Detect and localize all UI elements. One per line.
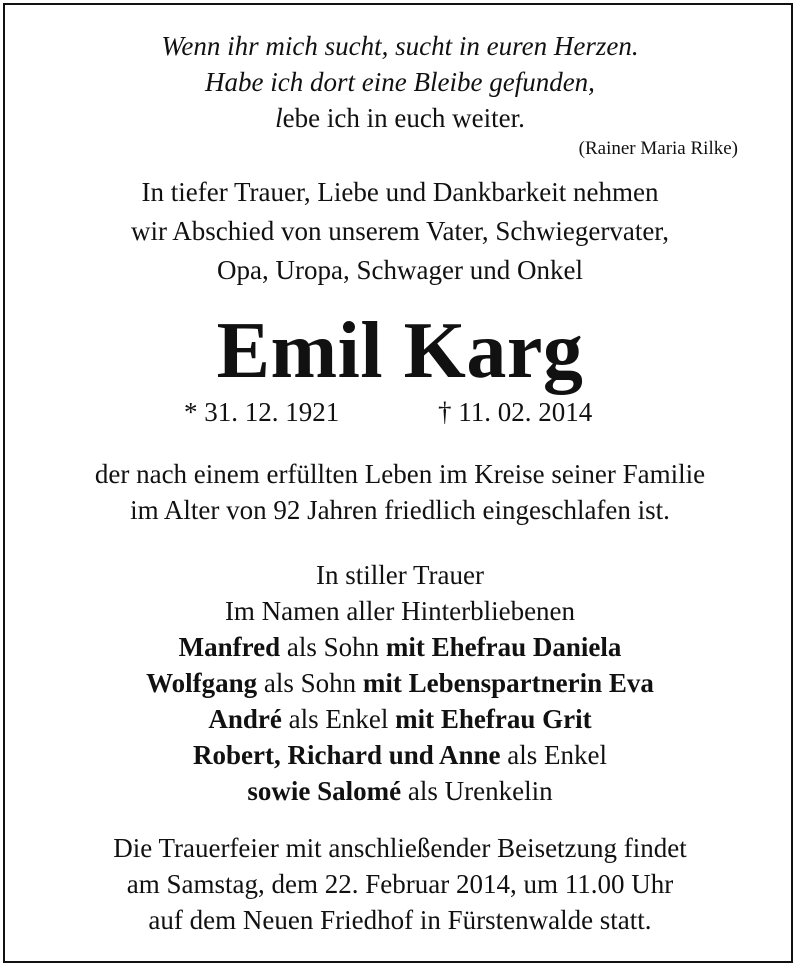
poem-line-2: Habe ich dort eine Bleibe gefunden, <box>205 67 595 97</box>
service-line-1: Die Trauerfeier mit anschließender Beisetzung findet <box>113 833 687 863</box>
funeral-service-info <box>0 830 800 938</box>
poem-line-3-rest: ebe ich in euch weiter. <box>282 103 525 133</box>
mourner-row <box>0 665 800 701</box>
mourner-row <box>0 773 800 809</box>
service-line-3: auf dem Neuen Friedhof in Fürstenwalde statt. <box>148 905 652 935</box>
mourner-row <box>0 701 800 737</box>
intro-line-3: Opa, Uropa, Schwager und Onkel <box>217 255 583 285</box>
poem-line-3 <box>0 100 800 136</box>
mourner-name: Robert, Richard und Anne <box>192 740 501 770</box>
passing-line-1: der nach einem erfüllten Leben im Kreise seiner Familie <box>94 459 706 489</box>
poem-line-3-initial: l <box>275 103 283 133</box>
mourner-relation: als Sohn <box>257 668 363 698</box>
mourner-row <box>0 737 800 773</box>
mourner-partner: mit Ehefrau Daniela <box>385 632 622 662</box>
poem-author: (Rainer Maria Rilke) <box>578 138 738 159</box>
mourner-row <box>0 629 800 665</box>
mourner-relation: als Urenkelin <box>401 776 553 806</box>
birth-date: * 31. 12. 1921 <box>184 397 340 427</box>
intro-line-1: In tiefer Trauer, Liebe und Dankbarkeit nehmen <box>141 177 659 207</box>
mourner-relation: als Sohn <box>280 632 386 662</box>
passing-line-2: im Alter von 92 Jahren friedlich eingeschlafen ist. <box>130 495 670 525</box>
passing-text <box>0 456 800 528</box>
mourner-partner: mit Ehefrau Grit <box>395 704 592 734</box>
mourners-list <box>0 557 800 809</box>
mourners-heading-1: In stiller Trauer <box>316 560 484 590</box>
mourner-name: André <box>208 704 282 734</box>
deceased-name: Emil Karg <box>216 307 584 395</box>
mourners-heading-2: Im Namen aller Hinterbliebenen <box>224 596 576 626</box>
service-line-2: am Samstag, dem 22. Februar 2014, um 11.00 Uhr <box>126 869 674 899</box>
mourner-name: Manfred <box>178 632 281 662</box>
mourner-relation: als Enkel <box>281 704 396 734</box>
life-dates <box>0 394 800 430</box>
mourner-name: sowie Salomé <box>247 776 402 806</box>
death-date: † 11. 02. 2014 <box>438 397 593 427</box>
mourner-name: Wolfgang <box>146 668 258 698</box>
poem-line-1: Wenn ihr mich sucht, sucht in euren Herzen. <box>161 31 639 61</box>
mourner-relation: als Enkel <box>500 740 608 770</box>
intro-text <box>0 173 800 290</box>
intro-line-2: wir Abschied von unserem Vater, Schwiegervater, <box>131 216 669 246</box>
poem-quote <box>0 28 800 136</box>
mourner-partner: mit Lebenspartnerin Eva <box>362 668 654 698</box>
